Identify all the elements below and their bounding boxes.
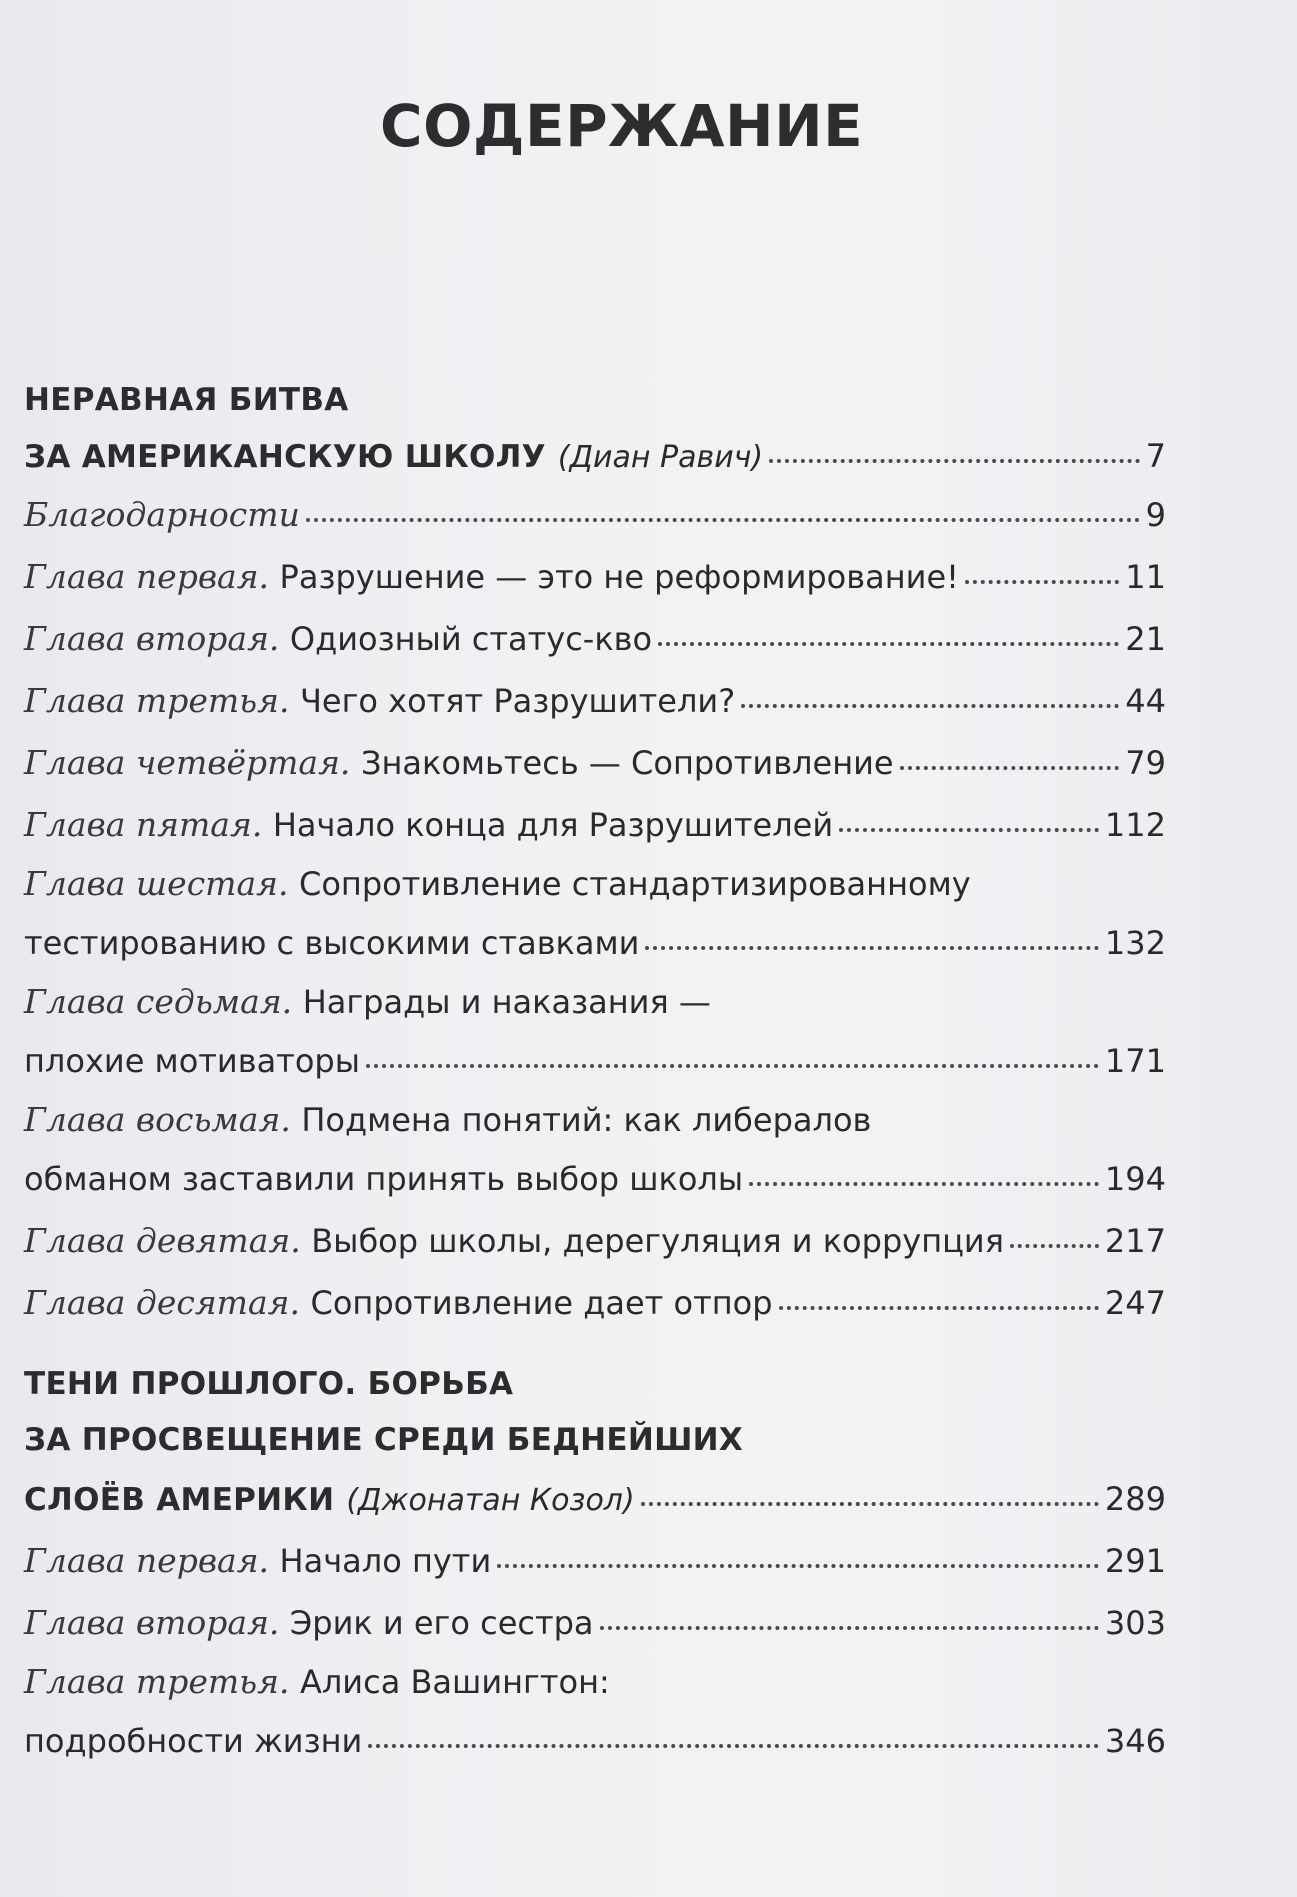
toc-entry-continuation[interactable] [24, 1148, 1166, 1210]
dot-leader [779, 1306, 1099, 1310]
entry-title: Начало конца для Разрушителей [272, 806, 834, 844]
toc-entry-continuation[interactable] [24, 912, 1166, 974]
entry-title-continued: плохие мотиваторы [24, 1042, 360, 1080]
dot-leader [1010, 1244, 1099, 1248]
section-heading-line[interactable] [24, 428, 1166, 484]
dot-leader [497, 1564, 1099, 1568]
dot-leader [641, 1502, 1099, 1506]
section-heading-line [24, 1356, 1166, 1412]
dot-leader [839, 828, 1099, 832]
toc-entry[interactable] [24, 1592, 1166, 1654]
entry-title: Выбор школы, дерегуляция и коррупция [311, 1222, 1004, 1260]
dot-leader [600, 1626, 1099, 1630]
entry-title: Разрушение — это не реформирование! [279, 558, 959, 596]
dot-leader [658, 642, 1119, 646]
dot-leader [900, 766, 1120, 770]
dot-leader [366, 1064, 1099, 1068]
chapter-label: Глава первая. [24, 1541, 270, 1580]
chapter-label: Глава седьмая. [24, 982, 293, 1021]
page-number: 112 [1104, 806, 1166, 844]
toc-entry-line[interactable] [24, 974, 1166, 1030]
entry-title: Эрик и его сестра [289, 1604, 594, 1642]
entry-title: Сопротивление стандартизированному [298, 865, 971, 903]
chapter-label: Глава первая. [24, 557, 270, 596]
page-number: 289 [1104, 1480, 1166, 1518]
toc-entry[interactable] [24, 732, 1166, 794]
page-number: 247 [1104, 1284, 1166, 1322]
toc-section-2 [24, 1356, 1166, 1772]
chapter-label: Глава третья. [24, 1662, 290, 1701]
toc-entry-continuation[interactable] [24, 1030, 1166, 1092]
toc-entry[interactable] [24, 1272, 1166, 1334]
entry-title: Начало пути [279, 1542, 492, 1580]
entry-title: Сопротивление дает отпор [310, 1284, 773, 1322]
page-number: 44 [1125, 682, 1166, 720]
chapter-label: Глава вторая. [24, 619, 280, 658]
entry-title-continued: тестированию с высокими ставками [24, 924, 640, 962]
entry-title: Алиса Вашингтон: [299, 1663, 610, 1701]
toc-entry[interactable] [24, 484, 1166, 546]
chapter-label: Глава четвёртая. [24, 743, 351, 782]
toc-entry[interactable] [24, 1530, 1166, 1592]
section-heading: ТЕНИ ПРОШЛОГО. БОРЬБА [24, 1366, 514, 1402]
toc-section-1 [24, 372, 1166, 1334]
toc-entry[interactable] [24, 670, 1166, 732]
entry-title: Благодарности [24, 495, 300, 534]
chapter-label: Глава восьмая. [24, 1100, 291, 1139]
dot-leader [645, 946, 1099, 950]
chapter-label: Глава вторая. [24, 1603, 280, 1642]
section-heading: ЗА АМЕРИКАНСКУЮ ШКОЛУ [24, 439, 546, 475]
toc-entry[interactable] [24, 794, 1166, 856]
entry-title: Подмена понятий: как либералов [301, 1101, 872, 1139]
chapter-label: Глава девятая. [24, 1221, 301, 1260]
entry-title: Знакомьтесь — Сопротивление [360, 744, 894, 782]
table-of-contents [24, 372, 1166, 1772]
dot-leader [965, 580, 1119, 584]
section-heading-line [24, 372, 1166, 428]
toc-entry-line[interactable] [24, 1092, 1166, 1148]
section-heading-line[interactable] [24, 1468, 1166, 1530]
page-number: 11 [1125, 558, 1166, 596]
page-number: 291 [1104, 1542, 1166, 1580]
dot-leader [741, 704, 1119, 708]
toc-entry-continuation[interactable] [24, 1710, 1166, 1772]
toc-entry-line[interactable] [24, 1654, 1166, 1710]
page-number: 194 [1104, 1160, 1166, 1198]
toc-entry[interactable] [24, 1210, 1166, 1272]
dot-leader [749, 1182, 1099, 1186]
toc-entry[interactable] [24, 608, 1166, 670]
entry-title-continued: обманом заставили принять выбор школы [24, 1160, 744, 1198]
chapter-label: Глава десятая. [24, 1283, 300, 1322]
section-heading: НЕРАВНАЯ БИТВА [24, 382, 349, 418]
chapter-label: Глава пятая. [24, 805, 263, 844]
entry-title: Чего хотят Разрушители? [299, 682, 736, 720]
toc-entry-line[interactable] [24, 856, 1166, 912]
dot-leader [769, 459, 1140, 463]
dot-leader [368, 1744, 1099, 1748]
entry-title: Одиозный статус-кво [289, 620, 653, 658]
page-number: 303 [1104, 1604, 1166, 1642]
page-title: СОДЕРЖАНИЕ [380, 92, 864, 160]
page-number: 217 [1104, 1222, 1166, 1260]
toc-entry[interactable] [24, 546, 1166, 608]
section-heading: ЗА ПРОСВЕЩЕНИЕ СРЕДИ БЕДНЕЙШИХ [24, 1422, 744, 1458]
dot-leader [306, 518, 1140, 522]
chapter-label: Глава третья. [24, 681, 290, 720]
section-heading: СЛОЁВ АМЕРИКИ [24, 1482, 335, 1518]
section-author: (Джонатан Козол) [346, 1483, 635, 1518]
page-number: 79 [1125, 744, 1166, 782]
section-author: (Диан Равич) [557, 440, 764, 475]
page-number: 346 [1104, 1722, 1166, 1760]
entry-title: Награды и наказания — [302, 983, 711, 1021]
page-number: 21 [1125, 620, 1166, 658]
entry-title-continued: подробности жизни [24, 1722, 363, 1760]
section-heading-line [24, 1412, 1166, 1468]
chapter-label: Глава шестая. [24, 864, 289, 903]
page-number: 171 [1104, 1042, 1166, 1080]
page-number: 9 [1145, 496, 1166, 534]
page-number: 7 [1145, 437, 1166, 475]
page-number: 132 [1104, 924, 1166, 962]
